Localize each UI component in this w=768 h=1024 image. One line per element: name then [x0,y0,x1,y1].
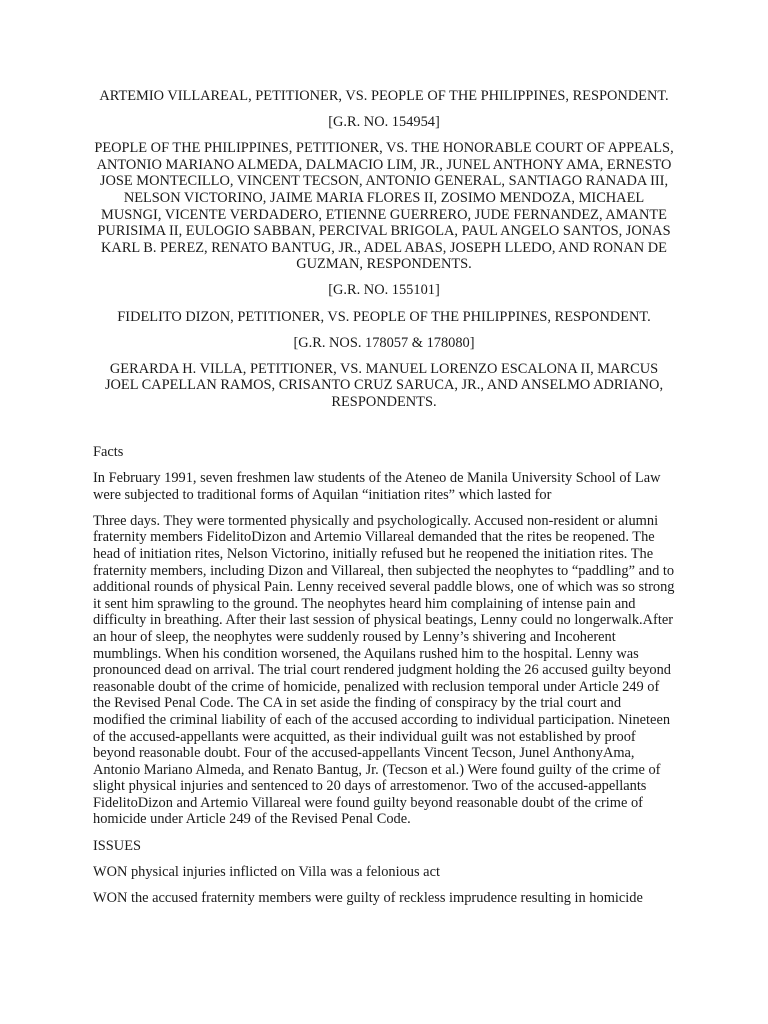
case-title-4: GERARDA H. VILLA, PETITIONER, VS. MANUEL LORENZO ESCALONA II, MARCUS JOEL CAPELLAN RAMOS, CRISANTO CRUZ SARUCA, JR., AND ANSELMO ADRIANO, RESPONDENTS. [104,360,664,410]
case-title-2: PEOPLE OF THE PHILIPPINES, PETITIONER, VS. THE HONORABLE COURT OF APPEALS, ANTONIO MARIANO ALMEDA, DALMACIO LIM, JR., JUNEL ANTHONY AMA, ERNESTO JOSE MONTECILLO, VINCENT TECSON, ANTONIO GENERAL, SANTIAGO RANADA III, NELSON VICTORINO, JAIME MARIA FLORES II, ZOSIMO MENDOZA, MICHAEL MUSNGI, VICENTE VERDADERO, ETIENNE GUERRERO, JUDE FERNANDEZ, AMANTE PURISIMA II, EULOGIO SABBAN, PERCIVAL BRIGOLA, PAUL ANGELO SANTOS, JONAS KARL B. PEREZ, RENATO BANTUG, JR., ADEL ABAS, JOSEPH LLEDO, AND RONAN DE GUZMAN, RESPONDENTS. [94,140,674,273]
case-number-1: [G.R. NO. 154954] [328,114,440,131]
facts-paragraph-1: In February 1991, seven freshmen law students of the Ateneo de Manila University School of Law were subjected to traditional forms of Aquilan “initiation rites” which lasted for [93,470,661,503]
issues-heading: ISSUES [93,837,141,854]
case-number-3: [G.R. NOS. 178057 & 178080] [293,334,475,351]
facts-heading: Facts [93,444,124,460]
issue-item-1: WON physical injuries inflicted on Villa was a felonious act [93,863,440,880]
section-spacer [93,420,675,444]
facts-paragraph-2: Three days. They were tormented physically and psychologically. Accused non-resident or alumni fraternity members FidelitoDizon and Artemio Villareal demanded that the rites be reopened. The head of initiation rites, Nelson Victorino, initially refused but he reopened the initiation rites. The fraternity members, including Dizon and Villareal, then subjected the neophytes to “paddling” and to additional rounds of physical Pain. Lenny received several paddle blows, one of which was so strong it sent him sprawling to the ground. The neophytes heard him complaining of intense pain and difficulty in breathing. After their last session of physical beatings, Lenny could no longerwalk.After an hour of sleep, the neophytes were suddenly roused by Lenny’s shivering and Incoherent mumblings. When his condition worsened, the Aquilans rushed him to the hospital. Lenny was pronounced dead on arrival. The trial court rendered judgment holding the 26 accused guilty beyond reasonable doubt of the crime of homicide, penalized with reclusion temporal under Article 249 of the Revised Penal Code. The CA in set aside the finding of conspiracy by the trial court and modified the criminal liability of each of the accused according to individual participation. Nineteen of the accused-appellants were acquitted, as their individual guilt was not established by proof beyond reasonable doubt. Four of the accused-appellants Vincent Tecson, Junel AnthonyAma, Antonio Mariano Almeda, and Renato Bantug, Jr. (Tecson et al.) Were found guilty of the crime of slight physical injuries and sentenced to 20 days of arrestomenor. Two of the accused-appellants FidelitoDizon and Artemio Villareal were found guilty beyond reasonable doubt of the crime of homicide under Article 249 of the Revised Penal Code. [93,512,675,828]
case-number-2: [G.R. NO. 155101] [328,282,440,299]
case-title-3: FIDELITO DIZON, PETITIONER, VS. PEOPLE OF THE PHILIPPINES, RESPONDENT. [117,308,651,325]
case-title-1: ARTEMIO VILLAREAL, PETITIONER, VS. PEOPLE OF THE PHILIPPINES, RESPONDENT. [99,88,669,104]
issue-item-2: WON the accused fraternity members were guilty of reckless imprudence resulting in homicide [93,889,643,906]
document-page [93,88,675,916]
